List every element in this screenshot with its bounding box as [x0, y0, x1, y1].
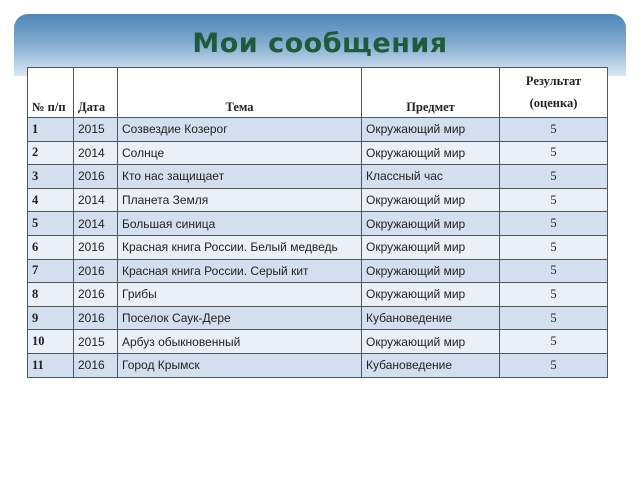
- row-num: 2: [28, 141, 74, 165]
- row-num: 9: [28, 306, 74, 330]
- row-result: 5: [500, 118, 608, 142]
- row-subject: Кубановедение: [362, 306, 500, 330]
- header-result: [500, 68, 608, 118]
- row-num: 11: [28, 353, 74, 377]
- row-subject: Окружающий мир: [362, 188, 500, 212]
- row-subject: Окружающий мир: [362, 212, 500, 236]
- row-topic: Красная книга России. Белый медведь: [118, 235, 362, 259]
- header-result-line2: (оценка): [529, 95, 578, 110]
- table-row: [28, 353, 608, 377]
- row-topic: Планета Земля: [118, 188, 362, 212]
- row-result: 5: [500, 330, 608, 354]
- row-result: 5: [500, 188, 608, 212]
- row-subject: Окружающий мир: [362, 330, 500, 354]
- table-row: [28, 212, 608, 236]
- table-row: [28, 165, 608, 189]
- row-result: 5: [500, 283, 608, 307]
- row-date: 2015: [74, 118, 118, 142]
- row-date: 2016: [74, 165, 118, 189]
- row-result: 5: [500, 212, 608, 236]
- row-date: 2014: [74, 188, 118, 212]
- row-num: 10: [28, 330, 74, 354]
- row-topic: Город Крымск: [118, 353, 362, 377]
- row-subject: Окружающий мир: [362, 141, 500, 165]
- row-topic: Красная книга России. Серый кит: [118, 259, 362, 283]
- row-subject: Окружающий мир: [362, 118, 500, 142]
- row-result: 5: [500, 259, 608, 283]
- table-row: [28, 259, 608, 283]
- row-date: 2016: [74, 235, 118, 259]
- row-result: 5: [500, 141, 608, 165]
- row-date: 2016: [74, 259, 118, 283]
- row-topic: Арбуз обыкновенный: [118, 330, 362, 354]
- row-result: 5: [500, 235, 608, 259]
- row-topic: Грибы: [118, 283, 362, 307]
- row-result: 5: [500, 165, 608, 189]
- header-num: № п/п: [28, 68, 74, 118]
- row-num: 5: [28, 212, 74, 236]
- row-num: 4: [28, 188, 74, 212]
- table-row: [28, 235, 608, 259]
- row-num: 3: [28, 165, 74, 189]
- row-subject: Окружающий мир: [362, 259, 500, 283]
- row-subject: Окружающий мир: [362, 235, 500, 259]
- row-num: 1: [28, 118, 74, 142]
- header-subject: Предмет: [362, 68, 500, 118]
- row-date: 2015: [74, 330, 118, 354]
- page-title: Мои сообщения: [192, 28, 448, 59]
- row-num: 8: [28, 283, 74, 307]
- row-result: 5: [500, 353, 608, 377]
- row-subject: Кубановедение: [362, 353, 500, 377]
- row-date: 2014: [74, 141, 118, 165]
- row-subject: Классный час: [362, 165, 500, 189]
- row-topic: Кто нас защищает: [118, 165, 362, 189]
- header-result-line1: Результат: [525, 73, 582, 88]
- row-num: 7: [28, 259, 74, 283]
- row-topic: Поселок Саук-Дере: [118, 306, 362, 330]
- table-row: [28, 306, 608, 330]
- messages-table: [27, 67, 608, 378]
- row-date: 2016: [74, 283, 118, 307]
- table-row: [28, 118, 608, 142]
- row-num: 6: [28, 235, 74, 259]
- row-subject: Окружающий мир: [362, 283, 500, 307]
- row-date: 2016: [74, 306, 118, 330]
- row-topic: Созвездие Козерог: [118, 118, 362, 142]
- row-date: 2014: [74, 212, 118, 236]
- header-date: Дата: [74, 68, 118, 118]
- table-row: [28, 188, 608, 212]
- row-topic: Солнце: [118, 141, 362, 165]
- header-topic: Тема: [118, 68, 362, 118]
- row-topic: Большая синица: [118, 212, 362, 236]
- header-row: [28, 68, 608, 118]
- table-row: [28, 330, 608, 354]
- table-body: [28, 118, 608, 378]
- row-date: 2016: [74, 353, 118, 377]
- row-result: 5: [500, 306, 608, 330]
- table-row: [28, 141, 608, 165]
- table-row: [28, 283, 608, 307]
